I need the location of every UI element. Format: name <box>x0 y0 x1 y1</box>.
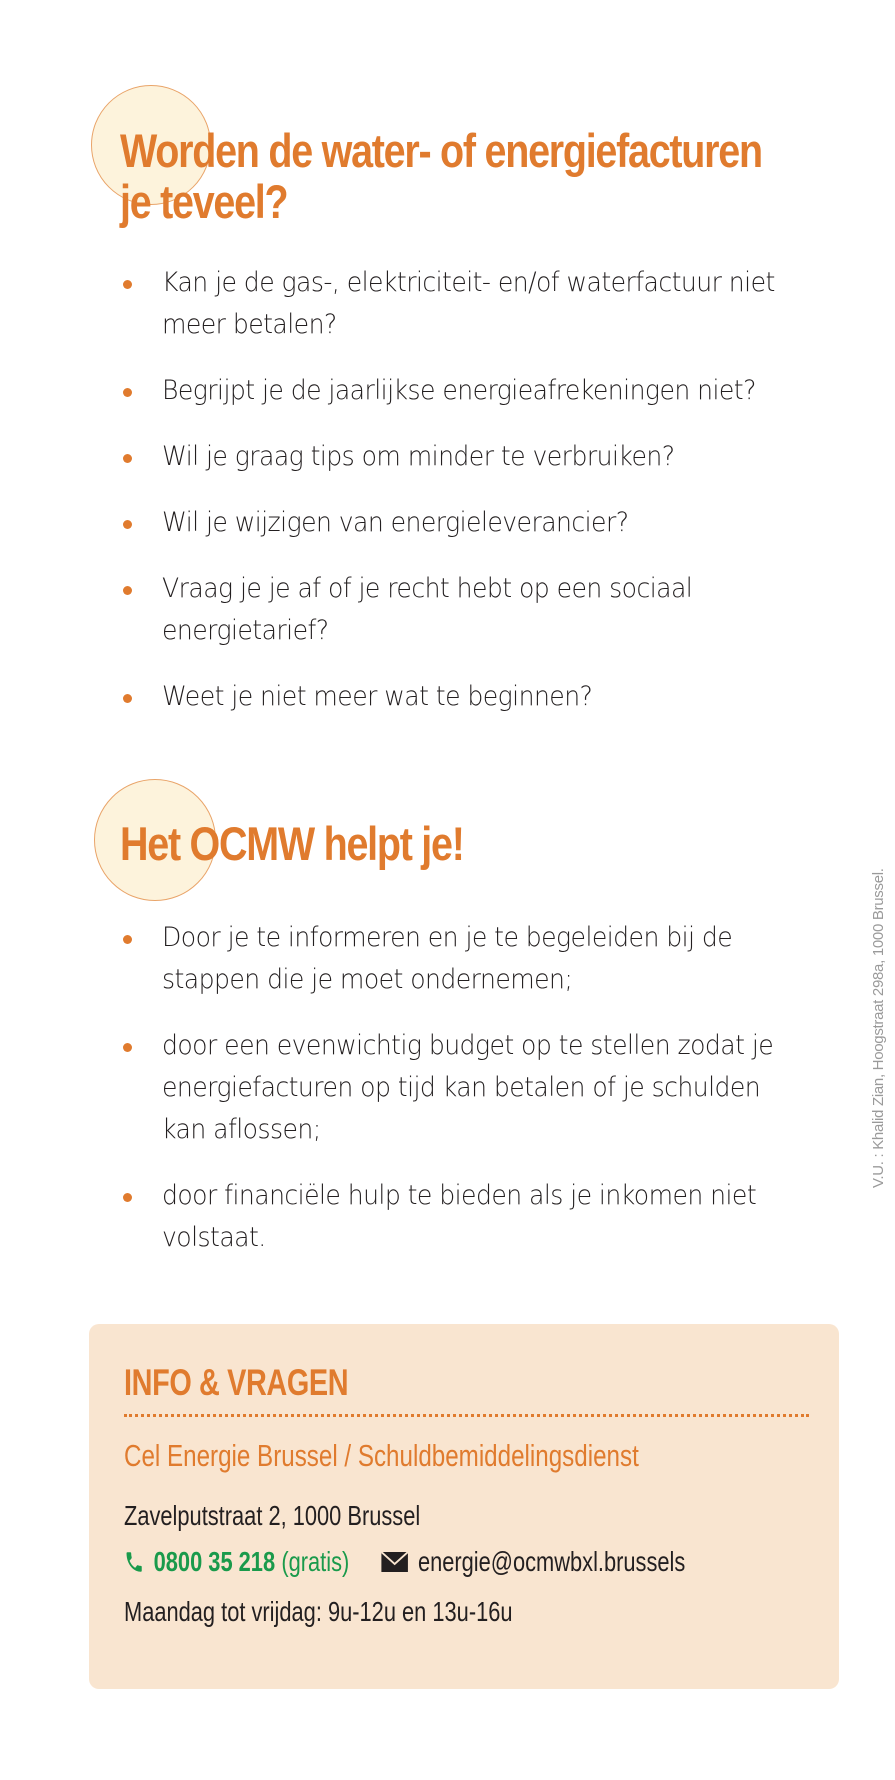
address: Zavelputstraat 2, 1000 Brussel <box>124 1500 421 1531</box>
section2-help-list <box>120 917 800 1283</box>
section1-question-list <box>120 262 800 742</box>
list-item: door financiële hulp te bieden als je inkomen niet volstaat. <box>120 1175 800 1259</box>
bullet-icon <box>123 454 132 463</box>
bullet-icon <box>123 280 132 289</box>
bullet-icon <box>123 935 132 944</box>
list-item: Begrijpt je de jaarlijkse energieafrekeningen niet? <box>120 370 800 412</box>
bullet-icon <box>123 520 132 529</box>
list-item: Kan je de gas-, elektriciteit- en/of waterfactuur niet meer betalen? <box>120 262 800 346</box>
list-item: Wil je graag tips om minder te verbruiken? <box>120 436 800 478</box>
mail-icon <box>380 1551 408 1573</box>
phone-icon <box>124 1548 144 1576</box>
service-name: Cel Energie Brussel / Schuldbemiddelingsdienst <box>124 1438 639 1473</box>
email-link[interactable]: energie@ocmwbxl.brussels <box>417 1546 686 1577</box>
list-item: Wil je wijzigen van energieleverancier? <box>120 502 800 544</box>
info-title: INFO & VRAGEN <box>124 1362 349 1403</box>
phone-note: (gratis) <box>281 1546 350 1577</box>
section1-heading-line1: Worden de water- of energiefacturen <box>120 124 762 177</box>
list-item: Weet je niet meer wat te beginnen? <box>120 676 800 718</box>
section1-heading-line2: je teveel? <box>120 175 288 228</box>
section1-heading <box>120 125 762 227</box>
bullet-icon <box>123 1043 132 1052</box>
phone-link[interactable]: 0800 35 218 <box>153 1546 276 1577</box>
section2-heading: Het OCMW helpt je! <box>120 817 464 870</box>
bullet-icon <box>123 586 132 595</box>
publisher-note: V.U. : Khalid Zian, Hoogstraat 298a, 1000 Brussel. <box>870 868 887 1188</box>
list-item: Vraag je je af of je recht hebt op een sociaal energietarief? <box>120 568 800 652</box>
dotted-divider <box>124 1414 809 1417</box>
bullet-icon <box>123 1193 132 1202</box>
list-item: Door je te informeren en je te begeleiden bij de stappen die je moet ondernemen; <box>120 917 800 1001</box>
contact-line <box>124 1542 685 1582</box>
bullet-icon <box>123 694 132 703</box>
opening-hours: Maandag tot vrijdag: 9u-12u en 13u-16u <box>124 1596 513 1627</box>
list-item: door een evenwichtig budget op te stellen zodat je energiefacturen op tijd kan betalen of je schulden kan aflossen; <box>120 1025 800 1151</box>
info-box <box>89 1324 839 1689</box>
bullet-icon <box>123 388 132 397</box>
